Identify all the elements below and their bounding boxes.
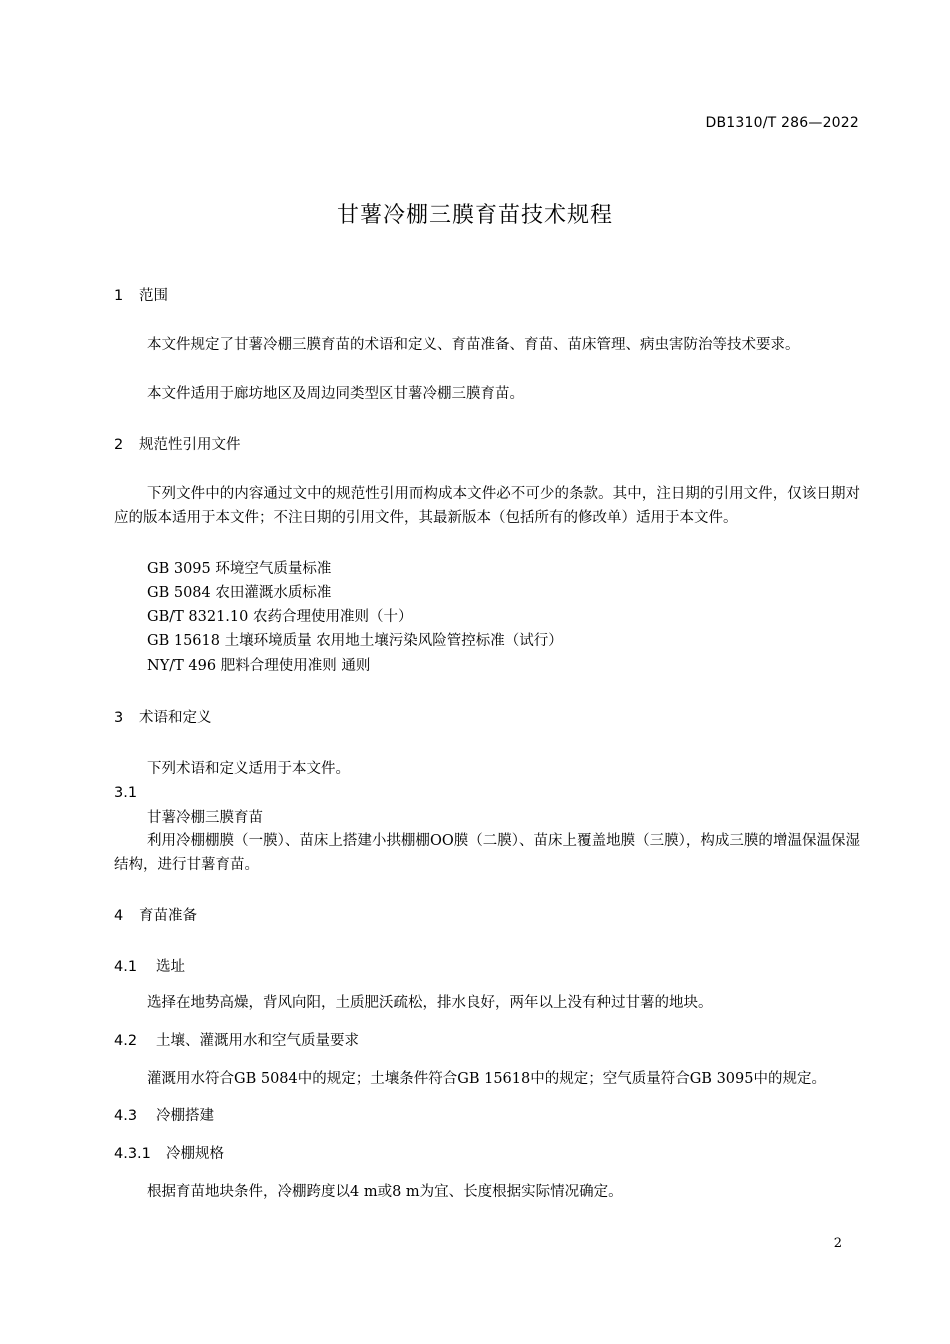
reference-item: GB/T 8321.10 农药合理使用准则（十） — [147, 609, 413, 625]
section-3-heading — [114, 708, 212, 728]
reference-item: GB 3095 环境空气质量标准 — [147, 561, 332, 577]
section-number: 4 — [114, 908, 124, 924]
section-title: 冷棚规格 — [166, 1146, 224, 1162]
section-3-intro: 下列术语和定义适用于本文件。 — [147, 761, 350, 777]
section-1-paragraph-1: 本文件规定了甘薯冷棚三膜育苗的术语和定义、育苗准备、育苗、苗床管理、病虫害防治等技术要求。 — [147, 337, 800, 353]
section-title: 规范性引用文件 — [139, 437, 241, 453]
section-number: 1 — [114, 288, 124, 304]
section-number: 2 — [114, 437, 124, 453]
section-number: 4.1 — [114, 959, 138, 975]
document-title: 甘薯冷棚三膜育苗技术规程 — [336, 203, 613, 228]
section-title: 选址 — [156, 959, 185, 975]
section-title: 术语和定义 — [139, 710, 212, 726]
section-title: 土壤、灌溉用水和空气质量要求 — [156, 1033, 359, 1049]
term-definition: 利用冷棚棚膜（一膜）、苗床上搭建小拱棚棚OO膜（二膜）、苗床上覆盖地膜（三膜），构成三膜的增温保温保湿结构，进行甘薯育苗。 — [114, 833, 860, 873]
section-1-heading — [114, 286, 168, 306]
document-code: DB1310/T 286—2022 — [705, 115, 859, 131]
term-number: 3.1 — [114, 785, 138, 801]
section-title: 冷棚搭建 — [156, 1108, 214, 1124]
section-title: 范围 — [139, 288, 168, 304]
section-4-1-text: 选择在地势高燥，背风向阳，土质肥沃疏松，排水良好，两年以上没有种过甘薯的地块。 — [147, 995, 713, 1011]
section-4-3-heading — [114, 1106, 214, 1126]
section-4-2-text: 灌溉用水符合GB 5084中的规定；土壤条件符合GB 15618中的规定；空气质量符合GB 3095中的规定。 — [147, 1071, 826, 1087]
section-4-heading — [114, 906, 197, 926]
section-title: 育苗准备 — [139, 908, 197, 924]
section-4-2-heading — [114, 1031, 359, 1051]
section-number: 4.2 — [114, 1033, 138, 1049]
reference-item: GB 15618 土壤环境质量 农用地土壤污染风险管控标准（试行） — [147, 633, 563, 649]
section-4-1-heading — [114, 957, 185, 977]
section-4-3-1-text: 根据育苗地块条件，冷棚跨度以4 m或8 m为宜、长度根据实际情况确定。 — [147, 1184, 623, 1200]
reference-item: GB 5084 农田灌溉水质标准 — [147, 585, 332, 601]
section-2-intro: 下列文件中的内容通过文中的规范性引用而构成本文件必不可少的条款。其中，注日期的引用文件，仅该日期对应的版本适用于本文件；不注日期的引用文件，其最新版本（包括所有的修改单）适用于本文件。 — [114, 486, 860, 526]
section-number: 4.3.1 — [114, 1146, 151, 1162]
page-number: 2 — [833, 1236, 842, 1251]
section-number: 3 — [114, 710, 124, 726]
term-name: 甘薯冷棚三膜育苗 — [147, 810, 263, 826]
reference-item: NY/T 496 肥料合理使用准则 通则 — [147, 658, 371, 674]
section-1-paragraph-2: 本文件适用于廊坊地区及周边同类型区甘薯冷棚三膜育苗。 — [147, 386, 524, 402]
section-2-heading — [114, 435, 241, 455]
section-number: 4.3 — [114, 1108, 138, 1124]
section-4-3-1-heading — [114, 1144, 224, 1164]
